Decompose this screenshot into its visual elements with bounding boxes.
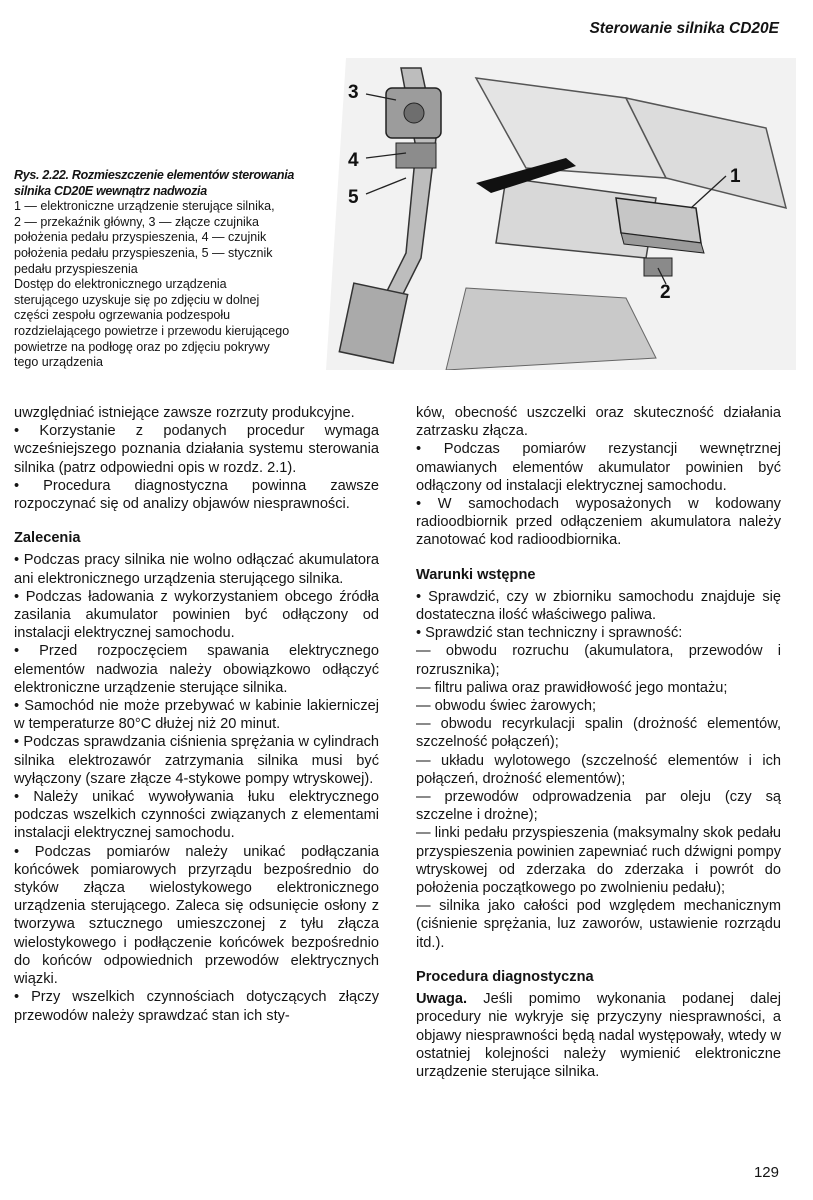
dash-item: — linki pedału przyspieszenia (maksymalny skok pedału przyspieszenia powinien zapewniać ruch dźwigni pompy wtryskowej od zderzaka do zderzaka i powrót do położenia początkowego po zwolnieniu pedału); [416, 824, 781, 897]
note-label: Uwaga. [416, 991, 468, 1008]
list-item: • Przy wszelkich czynnościach dotyczących złączy przewodów należy sprawdzać stan ich sty- [14, 988, 379, 1024]
callout-4: 4 [348, 150, 359, 171]
dash-item: — obwodu recyrkulacji spalin (drożność elementów, szczelność połączeń); [416, 715, 781, 751]
caption-line: 2 — przekaźnik główny, 3 — złącze czujnika [14, 214, 260, 229]
caption-line: tego urządzenia [14, 355, 103, 370]
left-column [14, 404, 379, 1025]
caption-line: położenia pedału przyspieszenia, 5 — stycznik [14, 245, 273, 260]
note-paragraph [416, 990, 781, 1081]
note-text: Jeśli pomimo wykonania podanej dalej procedury nie wykryje się przyczyny niesprawności, a objawy niesprawności będą nadal występowały, wtedy w ostatniej kolejności należy wymienić elektroniczne urządzenie sterujące silnika. [416, 991, 781, 1080]
caption-line: rozdzielającego powietrze i przewodu kierującego [14, 323, 290, 338]
callout-1: 1 [730, 166, 741, 187]
list-item: • Sprawdzić stan techniczny i sprawność: [416, 624, 781, 642]
list-item: • Przed rozpoczęciem spawania elektrycznego elementów nadwozia należy obowiązkowo odłączyć elektroniczne urządzenie sterujące silnika. [14, 642, 379, 697]
list-item: • Podczas sprawdzania ciśnienia sprężania w cylindrach silnika elektrozawór zatrzymania silnika musi być wyłączony (szare złącze 4-stykowe pompy wtryskowej). [14, 733, 379, 788]
caption-line: 1 — elektroniczne urządzenie sterujące silnika, [14, 199, 275, 214]
section-heading-zalecenia: Zalecenia [14, 530, 81, 547]
dash-item: — układu wylotowego (szczelność elementów i ich połączeń, drożność elementów); [416, 752, 781, 788]
dash-item: — obwodu rozruchu (akumulatora, przewodów i rozrusznika); [416, 642, 781, 678]
list-item: • Samochód nie może przebywać w kabinie lakierniczej w temperaturze 80°C dłużej niż 20 minut. [14, 697, 379, 733]
paragraph: ków, obecność uszczelki oraz skuteczność działania zatrzasku złącza. [416, 405, 781, 440]
list-item: • Podczas pracy silnika nie wolno odłączać akumulatora ani elektronicznego urządzenia sterującego silnika. [14, 551, 379, 587]
caption-title: Rys. 2.22. Rozmieszczenie elementów sterowania silnika CD20E wewnątrz nadwozia [14, 168, 295, 198]
paragraph: uwzględniać istniejące zawsze rozrzuty produkcyjne. [14, 405, 355, 421]
figure-caption [14, 168, 322, 371]
section-heading-procedura: Procedura diagnostyczna [416, 968, 594, 985]
page-number: 129 [753, 1164, 779, 1181]
section-heading-warunki: Warunki wstępne [416, 566, 536, 583]
caption-line: powietrze na podłogę oraz po zdjęciu pokrywy [14, 339, 270, 354]
dash-item: — przewodów odprowadzenia par oleju (czy są szczelne i drożne); [416, 788, 781, 824]
caption-line: części zespołu ogrzewania podzespołu [14, 308, 231, 323]
list-item: • Podczas ładowania z wykorzystaniem obcego źródła zasilania akumulator powinien być odłączony od instalacji elektrycznej samochodu. [14, 588, 379, 643]
dash-item: — filtru paliwa oraz prawidłowość jego montażu; [416, 679, 781, 697]
caption-line: położenia pedału przyspieszenia, 4 — czujnik [14, 230, 267, 245]
dash-item: — obwodu świec żarowych; [416, 697, 781, 715]
caption-line: sterującego uzyskuje się po zdjęciu w dolnej [14, 292, 260, 307]
right-column [416, 404, 781, 1081]
callout-5: 5 [348, 187, 359, 208]
running-header: Sterowanie silnika CD20E [589, 20, 779, 37]
caption-line: Dostęp do elektronicznego urządzenia [14, 277, 227, 292]
list-item: • Podczas pomiarów rezystancji wewnętrznej omawianych elementów akumulator powinien być odłączony od instalacji elektrycznej samochodu. [416, 440, 781, 495]
callout-2: 2 [660, 282, 671, 303]
dash-item: — silnika jako całości pod względem mechanicznym (ciśnienie sprężania, luz zaworów, ustawienie rozrządu itd.). [416, 897, 781, 952]
engine-control-illustration [326, 58, 796, 370]
callout-3: 3 [348, 82, 359, 103]
list-item: • Korzystanie z podanych procedur wymaga wcześniejszego poznania działania systemu sterowania silnika (patrz odpowiedni opis w rozdz. 2.1). [14, 422, 379, 477]
list-item: • Podczas pomiarów należy unikać podłączania końcówek pomiarowych przyrządu bezpośrednio do styków złącza wielostykowego elektronicznego urządzenia sterującego. Zaleca się odsunięcie osłony z tworzywa sztucznego umieszczonej z tyłu złącza wielostykowego i podłączenie końcówek bezpośrednio do końców odpowiednich przewodów elektrycznych wiązki. [14, 843, 379, 989]
list-item: • Należy unikać wywoływania łuku elektrycznego podczas wszelkich czynności związanych z elementami instalacji elektrycznej samochodu. [14, 788, 379, 843]
caption-line: pedału przyspieszenia [14, 261, 138, 276]
list-item: • W samochodach wyposażonych w kodowany radioodbiornik przed odłączeniem akumulatora należy zanotować kod radioodbiornika. [416, 495, 781, 550]
list-item: • Procedura diagnostyczna powinna zawsze rozpoczynać się od analizy objawów niesprawności. [14, 477, 379, 513]
list-item: • Sprawdzić, czy w zbiorniku samochodu znajduje się dostateczna ilość właściwego paliwa. [416, 588, 781, 624]
